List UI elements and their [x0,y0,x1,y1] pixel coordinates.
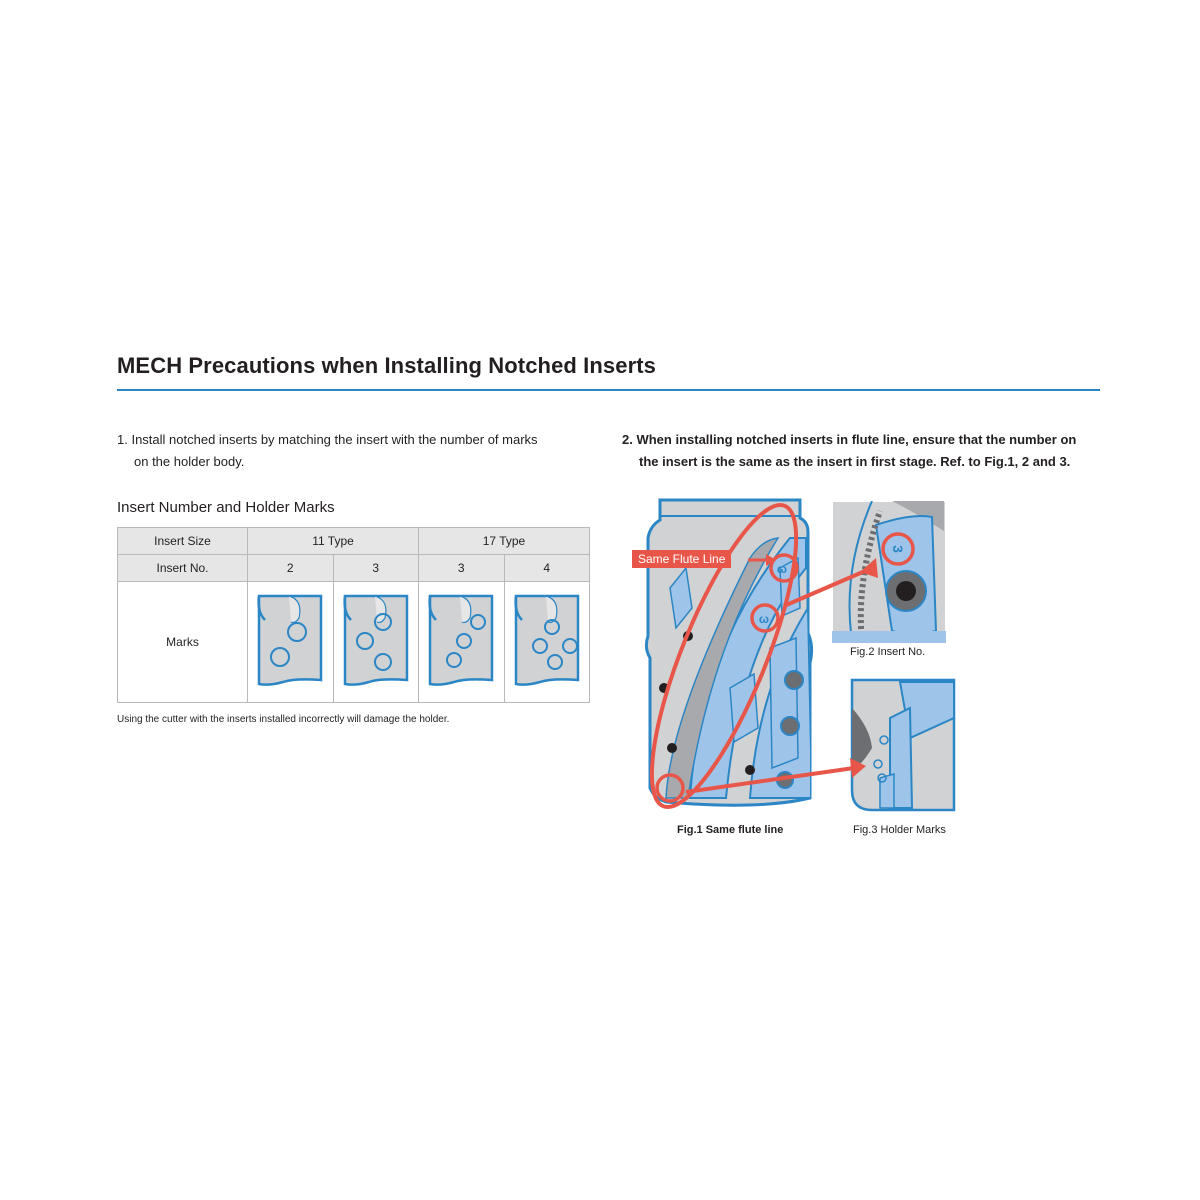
table-row-marks [118,582,590,703]
arrow-to-fig2 [784,568,872,606]
page-title: MECH Precautions when Installing Notched Inserts [117,353,656,378]
table-row-insert-size [118,528,590,555]
holder-marks-4-illustration [512,594,582,690]
step-1-number: 1. [117,432,128,447]
step-1-line-2: on the holder body. [134,454,245,469]
type-11-header: 11 Type [248,528,419,555]
type-17-header: 17 Type [419,528,590,555]
fig2-caption: Fig.2 Insert No. [850,646,926,658]
holder-marks-2-illustration [255,594,325,690]
insert-digit-label: 3 [890,545,906,553]
fig3-caption: Fig.3 Holder Marks [853,824,946,836]
insert-marks-table [117,527,590,703]
marks-label: Marks [118,582,248,703]
title-divider [117,389,1100,391]
marks-cell [504,582,590,703]
arrow-to-fig2-head [860,558,878,578]
warning-note: Using the cutter with the inserts installed incorrectly will damage the holder. [117,714,450,725]
insert-no-cell: 4 [504,555,590,582]
marks-cell [333,582,419,703]
arrow-to-fig3 [686,768,854,792]
insert-no-cell: 3 [419,555,505,582]
instruction-step-2 [622,429,1092,473]
insert-no-cell: 2 [248,555,334,582]
svg-text:ω: ω [776,562,788,576]
step-2-number: 2. [622,432,633,447]
marks-cell [419,582,505,703]
insert-no-cell: 3 [333,555,419,582]
table-heading: Insert Number and Holder Marks [117,499,335,516]
holder-marks-3-illustration [426,594,496,690]
marks-cell [248,582,334,703]
insert-no-label: Insert No. [118,555,248,582]
svg-text:ω: ω [758,612,770,626]
connector-arrows [640,520,900,820]
fig1-caption: Fig.1 Same flute line [677,824,784,836]
holder-marks-3-illustration [341,594,411,690]
step-2-line-2: the insert is the same as the insert in first stage. Ref. to Fig.1, 2 and 3. [639,454,1071,469]
table-row-insert-no [118,555,590,582]
arrow-to-fig3-head [850,758,866,778]
callout-label: Same Flute Line [638,552,726,566]
step-2-line-1: When installing notched inserts in flute line, ensure that the number on [636,432,1077,447]
instruction-step-1 [117,429,587,473]
insert-size-label: Insert Size [118,528,248,555]
step-1-line-1: Install notched inserts by matching the insert with the number of marks [131,432,538,447]
